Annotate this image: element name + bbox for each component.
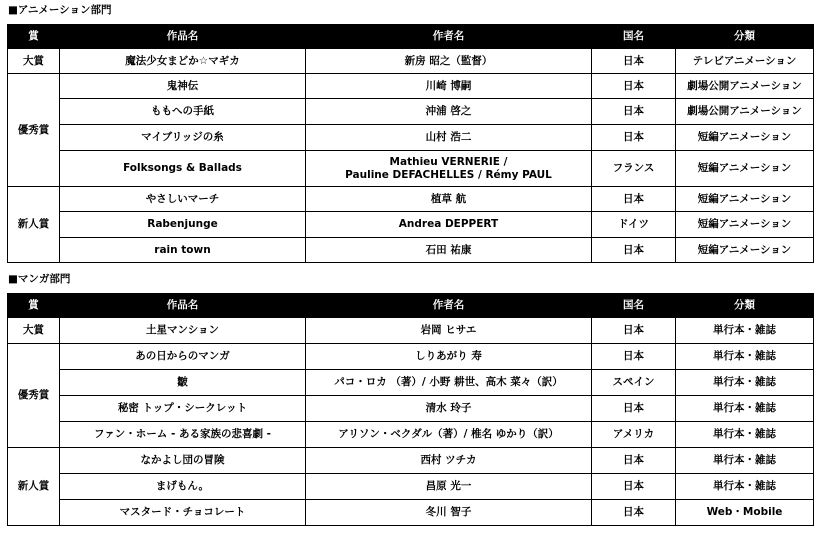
- country: 日本: [592, 74, 676, 99]
- table-row: [8, 422, 814, 448]
- table-row: [8, 500, 814, 526]
- award-excellence-prize: 優秀賞: [8, 74, 60, 187]
- category: 劇場公開アニメーション: [676, 99, 814, 125]
- country: 日本: [592, 500, 676, 526]
- header-category: 分類: [676, 294, 814, 318]
- author-name: 西村 ツチカ: [306, 448, 592, 474]
- header-country: 国名: [592, 294, 676, 318]
- category: 単行本・雑誌: [676, 344, 814, 370]
- table-row: [8, 474, 814, 500]
- country: ドイツ: [592, 212, 676, 238]
- country: 日本: [592, 49, 676, 74]
- author-name: 新房 昭之（監督）: [306, 49, 592, 74]
- category: 短編アニメーション: [676, 125, 814, 151]
- header-author: 作者名: [306, 25, 592, 49]
- country: 日本: [592, 344, 676, 370]
- category: テレビアニメーション: [676, 49, 814, 74]
- table-row: [8, 49, 814, 74]
- header-category: 分類: [676, 25, 814, 49]
- work-title: 鬼神伝: [60, 74, 306, 99]
- work-title: ももへの手紙: [60, 99, 306, 125]
- category: 単行本・雑誌: [676, 370, 814, 396]
- table-row: [8, 74, 814, 99]
- country: 日本: [592, 396, 676, 422]
- category: 短編アニメーション: [676, 238, 814, 263]
- country: 日本: [592, 125, 676, 151]
- category: 単行本・雑誌: [676, 422, 814, 448]
- author-name: 清水 玲子: [306, 396, 592, 422]
- section-title-manga: ■マンガ部門: [8, 273, 71, 285]
- author-name: 冬川 智子: [306, 500, 592, 526]
- header-award: 賞: [8, 294, 60, 318]
- author-name: Andrea DEPPERT: [306, 212, 592, 238]
- author-name: しりあがり 寿: [306, 344, 592, 370]
- country: スペイン: [592, 370, 676, 396]
- author-name: 石田 祐康: [306, 238, 592, 263]
- category: 単行本・雑誌: [676, 474, 814, 500]
- table-row: [8, 238, 814, 263]
- table-row: [8, 396, 814, 422]
- header-author: 作者名: [306, 294, 592, 318]
- table-row: [8, 318, 814, 344]
- table-row: [8, 125, 814, 151]
- author-name: パコ・ロカ （著）/ 小野 耕世、高木 菜々（訳）: [306, 370, 592, 396]
- author-name: 山村 浩二: [306, 125, 592, 151]
- country: 日本: [592, 318, 676, 344]
- table-row: [8, 448, 814, 474]
- manga-awards-table: [7, 293, 814, 526]
- country: 日本: [592, 187, 676, 212]
- table-row: [8, 151, 814, 187]
- author-name: 植草 航: [306, 187, 592, 212]
- author-name: 沖浦 啓之: [306, 99, 592, 125]
- work-title: なかよし団の冒険: [60, 448, 306, 474]
- category: 短編アニメーション: [676, 151, 814, 187]
- header-work: 作品名: [60, 294, 306, 318]
- award-excellence-prize: 優秀賞: [8, 344, 60, 448]
- category: Web・Mobile: [676, 500, 814, 526]
- work-title: まげもん。: [60, 474, 306, 500]
- author-line-1: Mathieu VERNERIE /: [389, 155, 508, 168]
- country: 日本: [592, 448, 676, 474]
- header-award: 賞: [8, 25, 60, 49]
- table-row: [8, 344, 814, 370]
- author-name: 昌原 光一: [306, 474, 592, 500]
- work-title: 魔法少女まどか☆マギカ: [60, 49, 306, 74]
- award-new-face-prize: 新人賞: [8, 448, 60, 526]
- section-title-animation: ■アニメーション部門: [8, 4, 112, 16]
- work-title: 秘密 トップ・シークレット: [60, 396, 306, 422]
- table-row: [8, 370, 814, 396]
- country: 日本: [592, 238, 676, 263]
- table-header-row: [8, 25, 814, 49]
- author-name: [306, 151, 592, 187]
- author-name: アリソン・ベクダル（著）/ 椎名 ゆかり（訳）: [306, 422, 592, 448]
- table-row: [8, 212, 814, 238]
- country: 日本: [592, 99, 676, 125]
- work-title: やさしいマーチ: [60, 187, 306, 212]
- category: 短編アニメーション: [676, 212, 814, 238]
- award-new-face-prize: 新人賞: [8, 187, 60, 263]
- category: 単行本・雑誌: [676, 396, 814, 422]
- category: 劇場公開アニメーション: [676, 74, 814, 99]
- award-grand-prize: 大賞: [8, 49, 60, 74]
- header-work: 作品名: [60, 25, 306, 49]
- work-title: マスタード・チョコレート: [60, 500, 306, 526]
- country: フランス: [592, 151, 676, 187]
- work-title: rain town: [60, 238, 306, 263]
- country: アメリカ: [592, 422, 676, 448]
- work-title: 土星マンション: [60, 318, 306, 344]
- work-title: 皺: [60, 370, 306, 396]
- category: 単行本・雑誌: [676, 318, 814, 344]
- award-grand-prize: 大賞: [8, 318, 60, 344]
- category: 単行本・雑誌: [676, 448, 814, 474]
- table-row: [8, 99, 814, 125]
- author-name: 川崎 博嗣: [306, 74, 592, 99]
- work-title: Folksongs & Ballads: [60, 151, 306, 187]
- author-name: 岩岡 ヒサエ: [306, 318, 592, 344]
- country: 日本: [592, 474, 676, 500]
- work-title: Rabenjunge: [60, 212, 306, 238]
- author-line-2: Pauline DEFACHELLES / Rémy PAUL: [345, 168, 552, 181]
- animation-awards-table: [7, 24, 814, 263]
- table-row: [8, 187, 814, 212]
- category: 短編アニメーション: [676, 187, 814, 212]
- header-country: 国名: [592, 25, 676, 49]
- work-title: ファン・ホーム - ある家族の悲喜劇 -: [60, 422, 306, 448]
- work-title: マイブリッジの糸: [60, 125, 306, 151]
- work-title: あの日からのマンガ: [60, 344, 306, 370]
- table-header-row: [8, 294, 814, 318]
